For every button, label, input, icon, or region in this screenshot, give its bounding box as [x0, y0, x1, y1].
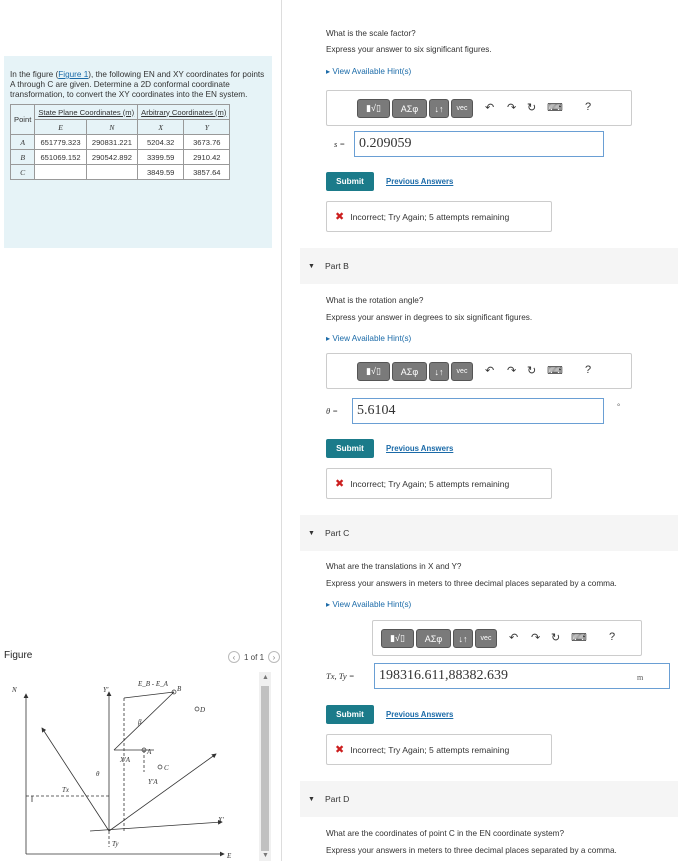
collapse-icon: ▼: [308, 795, 315, 803]
partb-answer-row: [326, 398, 666, 424]
pager-text: 1 of 1: [244, 652, 265, 662]
redo-icon[interactable]: ↷: [507, 365, 517, 377]
right-panel: [282, 0, 678, 861]
svg-text:X'A: X'A: [120, 756, 131, 764]
figure-link[interactable]: Figure 1: [58, 70, 89, 79]
collapse-icon: ▼: [308, 262, 315, 270]
svg-text:B: B: [177, 685, 182, 693]
keyboard-icon[interactable]: ⌨: [571, 632, 587, 644]
svg-text:Y'A: Y'A: [148, 778, 158, 786]
svg-text:Y': Y': [103, 686, 109, 694]
undo-icon[interactable]: ↶: [485, 102, 495, 114]
arrows-button[interactable]: ↓↑: [453, 629, 473, 648]
greek-button[interactable]: ΑΣφ: [416, 629, 451, 648]
collapse-icon: ▼: [308, 529, 315, 537]
svg-text:N: N: [12, 686, 17, 694]
xprime-axis: [90, 822, 222, 831]
scroll-down-icon[interactable]: ▼: [262, 852, 269, 859]
arrows-button[interactable]: ↓↑: [429, 99, 449, 118]
col-x: X: [138, 120, 184, 135]
partd-question: What are the coordinates of point C in the EN coordinate system?: [326, 829, 565, 838]
incorrect-icon: ✖: [335, 744, 345, 756]
parta-hint-link[interactable]: ▸ View Available Hint(s): [326, 67, 412, 76]
partc-instruction: Express your answers in meters to three decimal places separated by a comma.: [326, 579, 617, 588]
reset-icon[interactable]: ↻: [527, 102, 537, 114]
partd-header[interactable]: ▼ Part D: [300, 781, 678, 817]
svg-text:Ty: Ty: [112, 840, 119, 848]
partb-answer-input[interactable]: [352, 398, 604, 424]
parta-feedback: ✖ Incorrect; Try Again; 5 attempts remaining: [326, 201, 552, 232]
partb-previous-answers-link[interactable]: Previous Answers: [386, 444, 454, 453]
y-axis: [42, 728, 109, 831]
svg-text:X': X': [218, 816, 224, 824]
partc-header[interactable]: ▼ Part C: [300, 515, 678, 551]
partd-instruction: Express your answers in meters to three decimal places separated by a comma.: [326, 846, 617, 855]
col-y: Y: [184, 120, 230, 135]
greek-button[interactable]: ΑΣφ: [392, 362, 427, 381]
partc-feedback: ✖ Incorrect; Try Again; 5 attempts remaining: [326, 734, 552, 765]
table-row: C 3849.59 3857.64: [11, 165, 230, 180]
incorrect-icon: ✖: [335, 478, 345, 490]
col-n: N: [86, 120, 137, 135]
partc-submit-button[interactable]: Submit: [326, 705, 374, 724]
partb-header[interactable]: ▼ Part B: [300, 248, 678, 284]
parta-previous-answers-link[interactable]: Previous Answers: [386, 177, 454, 186]
parta-answer-input[interactable]: [354, 131, 604, 157]
partc-previous-answers-link[interactable]: Previous Answers: [386, 710, 454, 719]
partb-unit: °: [617, 402, 621, 411]
partc-answer-row: [326, 663, 672, 689]
redo-icon[interactable]: ↷: [507, 102, 517, 114]
arbitrary-header: Arbitrary Coordinates (m): [138, 105, 230, 120]
col-e: E: [35, 120, 86, 135]
greek-button[interactable]: ΑΣφ: [392, 99, 427, 118]
reset-icon[interactable]: ↻: [551, 632, 561, 644]
partb-instruction: Express your answer in degrees to six significant figures.: [326, 313, 533, 322]
parta-var-label: s =: [334, 139, 346, 149]
partc-answer-input[interactable]: [374, 663, 670, 689]
partb-question: What is the rotation angle?: [326, 296, 424, 305]
parta-instruction: Express your answer to six significant figures.: [326, 45, 492, 54]
partb-hint-link[interactable]: ▸ View Available Hint(s): [326, 334, 412, 343]
redo-icon[interactable]: ↷: [531, 632, 541, 644]
keyboard-icon[interactable]: ⌨: [547, 365, 563, 377]
undo-icon[interactable]: ↶: [485, 365, 495, 377]
problem-intro: [4, 56, 272, 248]
parta-toolbar: [326, 90, 632, 126]
partc-unit: m: [637, 673, 644, 682]
help-icon[interactable]: ?: [585, 364, 592, 376]
point-header: Point: [11, 105, 35, 135]
templates-button[interactable]: ▮√▯: [357, 99, 390, 118]
svg-text:θ: θ: [96, 770, 100, 778]
svg-text:β: β: [138, 718, 142, 726]
partc-hint-link[interactable]: ▸ View Available Hint(s): [326, 600, 412, 609]
parta-answer-row: [326, 131, 666, 157]
undo-icon[interactable]: ↶: [509, 632, 519, 644]
coordinates-table: [10, 104, 230, 180]
help-icon[interactable]: ?: [609, 631, 616, 643]
parta-question: What is the scale factor?: [326, 29, 416, 38]
incorrect-icon: ✖: [335, 211, 345, 223]
prev-figure-icon[interactable]: ‹: [228, 651, 240, 663]
svg-text:D: D: [200, 706, 206, 714]
partc-var-label: Tx, Ty =: [326, 671, 355, 681]
x-axis: [109, 754, 216, 831]
svg-text:C: C: [164, 764, 169, 772]
partc-question: What are the translations in X and Y?: [326, 562, 462, 571]
scroll-up-icon[interactable]: ▲: [262, 674, 269, 681]
keyboard-icon[interactable]: ⌨: [547, 102, 563, 114]
vec-button[interactable]: vec: [475, 629, 497, 648]
scroll-thumb[interactable]: [261, 686, 269, 851]
svg-text:E: E: [227, 852, 232, 860]
reset-icon[interactable]: ↻: [527, 365, 537, 377]
parta-submit-button[interactable]: Submit: [326, 172, 374, 191]
partb-var-label: θ =: [326, 406, 339, 416]
svg-text:E_B - E_A: E_B - E_A: [138, 680, 168, 688]
figure-diagram: [4, 672, 259, 861]
partb-feedback: ✖ Incorrect; Try Again; 5 attempts remaining: [326, 468, 552, 499]
partc-toolbar: [372, 620, 642, 656]
vec-button[interactable]: vec: [451, 362, 473, 381]
table-row: B 651069.152 290542.892 3399.59 2910.42: [11, 150, 230, 165]
next-figure-icon[interactable]: ›: [268, 651, 280, 663]
help-icon[interactable]: ?: [585, 101, 592, 113]
arrows-button[interactable]: ↓↑: [429, 362, 449, 381]
state-plane-header: State Plane Coordinates (m): [35, 105, 138, 120]
vec-button[interactable]: vec: [451, 99, 473, 118]
templates-button[interactable]: ▮√▯: [357, 362, 390, 381]
templates-button[interactable]: ▮√▯: [381, 629, 414, 648]
left-panel: [0, 0, 281, 861]
figure-scrollbar[interactable]: [259, 672, 271, 861]
svg-text:Tx: Tx: [62, 786, 69, 794]
figure-heading: Figure: [4, 650, 33, 661]
svg-text:A: A: [147, 748, 152, 756]
partb-submit-button[interactable]: Submit: [326, 439, 374, 458]
table-row: A 651779.323 290831.221 5204.32 3673.76: [11, 135, 230, 150]
partb-toolbar: [326, 353, 632, 389]
figure-pager: [228, 651, 280, 663]
problem-text: In the figure (Figure 1), the following EN and XY coordinates for points A through C are given. Determine a 2D conformal coordinate transformation, to convert the XY coordinates into the EN system.: [10, 70, 265, 99]
